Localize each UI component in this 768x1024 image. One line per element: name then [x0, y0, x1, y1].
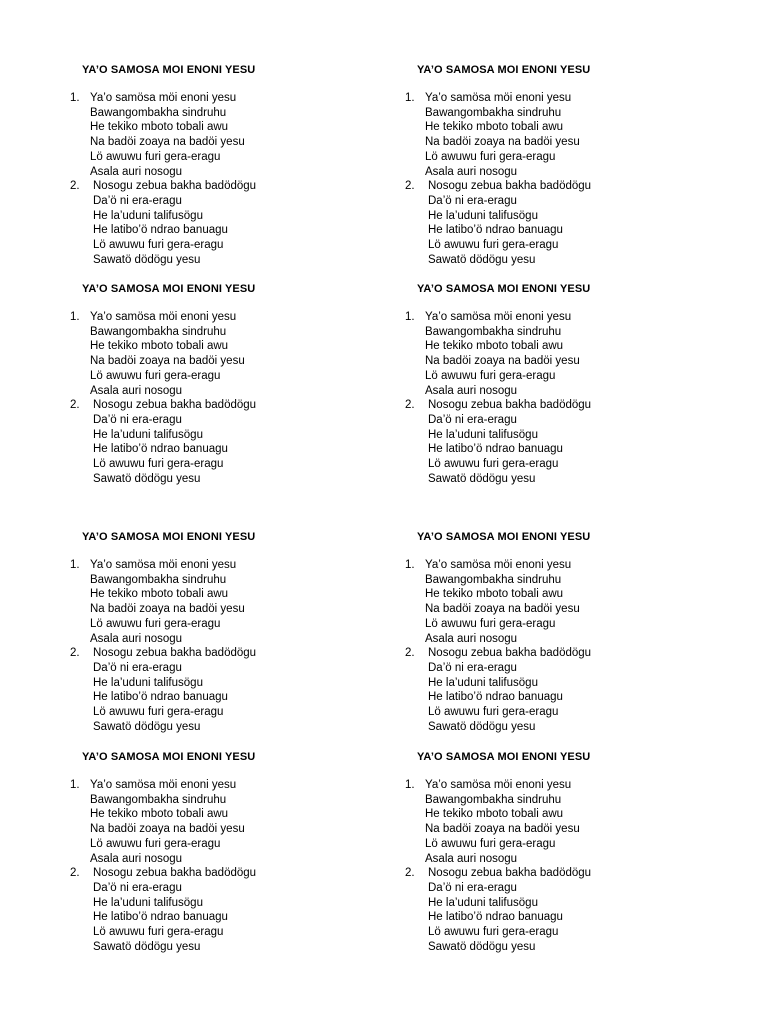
lyric-line: Lö awuwu furi gera-eragu	[425, 617, 556, 630]
verse-number: 2.	[70, 647, 80, 660]
lyric-line: Na badöi zoaya na badöi yesu	[425, 823, 580, 836]
lyric-line: Nosogu zebua bakha badödögu	[93, 180, 257, 193]
lyric-line: Nosogu zebua bakha badödögu	[428, 867, 592, 880]
lyric-line: Da’ö ni era-eragu	[428, 881, 517, 894]
lyric-line: Ya’o samösa möi enoni yesu	[425, 559, 572, 571]
lyric-line: He la’uduni talifusögu	[428, 209, 538, 222]
lyric-line: Ya’o samösa möi enoni yesu	[425, 779, 572, 791]
lyric-line: Da’ö ni era-eragu	[93, 194, 182, 207]
lyric-line: Ya’o samösa möi enoni yesu	[425, 92, 572, 104]
lyric-line: Bawangombakha sindruhu	[425, 106, 562, 119]
lyric-line: Na badöi zoaya na badöi yesu	[90, 603, 245, 616]
lyric-line: He tekiko mboto tobali awu	[425, 340, 564, 353]
lyric-line: Na badöi zoaya na badöi yesu	[425, 355, 580, 368]
verse-number: 1.	[405, 311, 415, 323]
lyric-line: He la’uduni talifusögu	[428, 676, 538, 689]
lyric-line: Asala auri nosogu	[425, 632, 518, 645]
lyric-line: Lö awuwu furi gera-eragu	[425, 150, 556, 163]
lyric-sheet-copy	[405, 282, 705, 485]
lyric-line: Lö awuwu furi gera-eragu	[93, 458, 224, 470]
lyric-line: Lö awuwu furi gera-eragu	[428, 458, 559, 470]
lyric-line: Ya’o samösa möi enoni yesu	[425, 311, 572, 323]
lyric-line: Da’ö ni era-eragu	[93, 661, 182, 674]
lyric-line: He tekiko mboto tobali awu	[90, 588, 229, 601]
lyric-line: Bawangombakha sindruhu	[425, 573, 562, 586]
lyric-line: Ya’o samösa möi enoni yesu	[90, 92, 237, 104]
verse-number: 1.	[70, 559, 80, 571]
song-title: YA’O SAMOSA MOI ENONI YESU	[82, 64, 256, 76]
lyric-line: He tekiko mboto tobali awu	[425, 121, 564, 134]
lyric-line: Na badöi zoaya na badöi yesu	[425, 136, 580, 149]
lyric-line: He latibo’ö ndrao banuagu	[428, 443, 563, 456]
lyric-line: Ya’o samösa möi enoni yesu	[90, 311, 237, 323]
lyric-line: Da’ö ni era-eragu	[93, 881, 182, 894]
lyric-line: Lö awuwu furi gera-eragu	[93, 926, 224, 938]
lyric-line: Asala auri nosogu	[425, 852, 518, 865]
lyric-line: He tekiko mboto tobali awu	[425, 808, 564, 821]
lyric-line: Bawangombakha sindruhu	[425, 793, 562, 806]
lyric-line: Nosogu zebua bakha badödögu	[93, 647, 257, 660]
verse-number: 1.	[70, 311, 80, 323]
lyric-sheet-copy	[405, 750, 705, 953]
lyric-line: Da’ö ni era-eragu	[428, 413, 517, 426]
verse-number: 2.	[405, 399, 415, 412]
lyric-line: Da’ö ni era-eragu	[93, 413, 182, 426]
verse-number: 2.	[70, 867, 80, 880]
lyric-line: Na badöi zoaya na badöi yesu	[90, 355, 245, 368]
lyric-line: Sawatö dödögu yesu	[428, 472, 536, 485]
lyric-line: He la’uduni talifusögu	[93, 428, 203, 441]
lyric-line: Bawangombakha sindruhu	[90, 106, 227, 119]
lyric-line: Asala auri nosogu	[425, 384, 518, 397]
lyric-line: He latibo’ö ndrao banuagu	[428, 691, 563, 704]
song-title: YA’O SAMOSA MOI ENONI YESU	[417, 751, 591, 763]
lyric-line: Ya’o samösa möi enoni yesu	[90, 779, 237, 791]
lyric-line: He tekiko mboto tobali awu	[90, 808, 229, 821]
lyric-line: Nosogu zebua bakha badödögu	[93, 867, 257, 880]
verse-number: 1.	[405, 559, 415, 571]
song-title: YA’O SAMOSA MOI ENONI YESU	[417, 64, 591, 76]
song-title: YA’O SAMOSA MOI ENONI YESU	[417, 531, 591, 543]
lyric-line: He tekiko mboto tobali awu	[90, 121, 229, 134]
lyric-line: Sawatö dödögu yesu	[428, 940, 536, 953]
lyric-line: Lö awuwu furi gera-eragu	[93, 239, 224, 251]
lyric-line: Na badöi zoaya na badöi yesu	[90, 823, 245, 836]
lyric-line: He la’uduni talifusögu	[428, 896, 538, 909]
lyric-line: He tekiko mboto tobali awu	[425, 588, 564, 601]
lyric-line: Na badöi zoaya na badöi yesu	[425, 603, 580, 616]
lyric-line: Asala auri nosogu	[90, 632, 183, 645]
lyric-line: He latibo’ö ndrao banuagu	[428, 224, 563, 237]
lyric-line: Asala auri nosogu	[90, 852, 183, 865]
lyric-line: Lö awuwu furi gera-eragu	[425, 369, 556, 382]
lyric-line: Lö awuwu furi gera-eragu	[90, 150, 221, 163]
verse-number: 2.	[70, 399, 80, 412]
lyric-line: Sawatö dödögu yesu	[93, 940, 201, 953]
lyric-line: Na badöi zoaya na badöi yesu	[90, 136, 245, 149]
lyric-line: Lö awuwu furi gera-eragu	[90, 369, 221, 382]
lyric-line: Lö awuwu furi gera-eragu	[90, 837, 221, 850]
song-title: YA’O SAMOSA MOI ENONI YESU	[417, 283, 591, 295]
lyric-line: Nosogu zebua bakha badödögu	[428, 647, 592, 660]
lyric-line: He latibo’ö ndrao banuagu	[93, 224, 228, 237]
verse-number: 2.	[70, 180, 80, 193]
lyric-line: Lö awuwu furi gera-eragu	[428, 239, 559, 251]
lyric-line: Nosogu zebua bakha badödögu	[428, 399, 592, 412]
lyric-sheet-copy	[70, 530, 370, 733]
lyric-line: He la’uduni talifusögu	[93, 896, 203, 909]
lyric-sheet-copy	[405, 63, 705, 266]
lyric-line: He la’uduni talifusögu	[428, 428, 538, 441]
verse-number: 1.	[70, 92, 80, 104]
lyric-line: Sawatö dödögu yesu	[93, 720, 201, 733]
song-title: YA’O SAMOSA MOI ENONI YESU	[82, 283, 256, 295]
lyric-line: Sawatö dödögu yesu	[428, 720, 536, 733]
lyric-line: Lö awuwu furi gera-eragu	[428, 926, 559, 938]
lyric-line: He la’uduni talifusögu	[93, 209, 203, 222]
lyric-sheet-copy	[70, 63, 370, 266]
lyric-line: Nosogu zebua bakha badödögu	[428, 180, 592, 193]
lyric-line: Nosogu zebua bakha badödögu	[93, 399, 257, 412]
lyric-line: He latibo’ö ndrao banuagu	[93, 691, 228, 704]
lyric-line: He latibo’ö ndrao banuagu	[93, 443, 228, 456]
lyric-line: He tekiko mboto tobali awu	[90, 340, 229, 353]
verse-number: 1.	[405, 779, 415, 791]
verse-number: 2.	[405, 180, 415, 193]
lyric-line: Lö awuwu furi gera-eragu	[93, 706, 224, 718]
lyric-line: Lö awuwu furi gera-eragu	[428, 706, 559, 718]
verse-number: 2.	[405, 867, 415, 880]
lyric-line: Da’ö ni era-eragu	[428, 194, 517, 207]
lyric-line: He la’uduni talifusögu	[93, 676, 203, 689]
lyric-line: Sawatö dödögu yesu	[428, 253, 536, 266]
lyric-sheet-copy	[405, 530, 705, 733]
lyric-sheet-copy	[70, 282, 370, 485]
lyric-line: Bawangombakha sindruhu	[90, 573, 227, 586]
song-title: YA’O SAMOSA MOI ENONI YESU	[82, 531, 256, 543]
lyric-line: He latibo’ö ndrao banuagu	[93, 911, 228, 924]
lyric-line: Ya’o samösa möi enoni yesu	[90, 559, 237, 571]
lyric-line: Da’ö ni era-eragu	[428, 661, 517, 674]
lyric-line: Bawangombakha sindruhu	[90, 793, 227, 806]
lyric-line: Asala auri nosogu	[425, 165, 518, 178]
lyric-line: Lö awuwu furi gera-eragu	[90, 617, 221, 630]
lyric-line: Sawatö dödögu yesu	[93, 253, 201, 266]
lyric-line: Asala auri nosogu	[90, 384, 183, 397]
lyric-line: Bawangombakha sindruhu	[425, 325, 562, 338]
lyric-line: He latibo’ö ndrao banuagu	[428, 911, 563, 924]
verse-number: 2.	[405, 647, 415, 660]
lyric-sheet-copy	[70, 750, 370, 953]
lyric-line: Sawatö dödögu yesu	[93, 472, 201, 485]
lyric-line: Asala auri nosogu	[90, 165, 183, 178]
verse-number: 1.	[405, 92, 415, 104]
lyric-line: Bawangombakha sindruhu	[90, 325, 227, 338]
verse-number: 1.	[70, 779, 80, 791]
song-title: YA’O SAMOSA MOI ENONI YESU	[82, 751, 256, 763]
lyric-line: Lö awuwu furi gera-eragu	[425, 837, 556, 850]
